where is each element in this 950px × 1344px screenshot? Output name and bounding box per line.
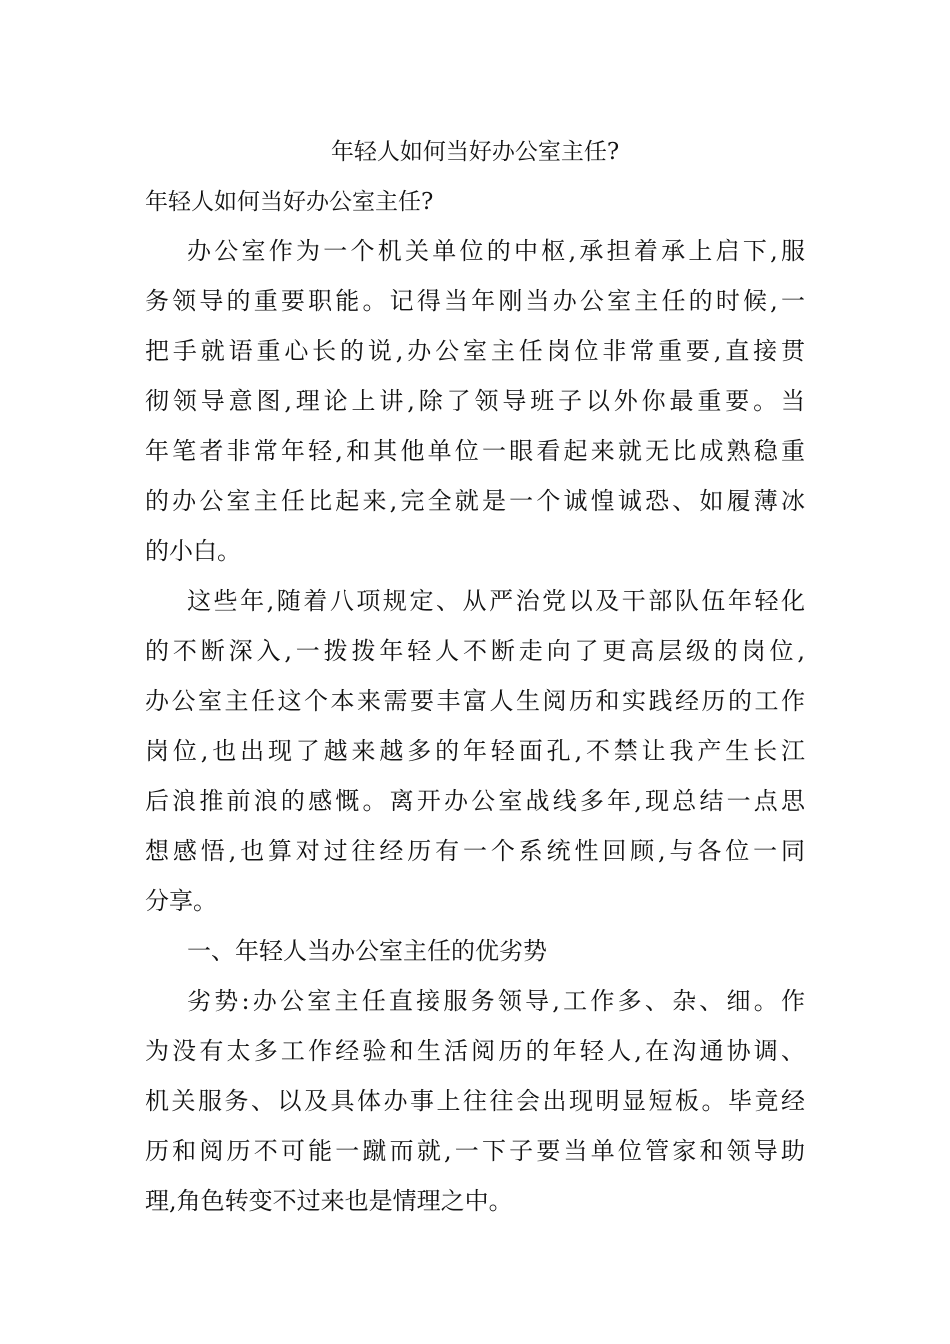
paragraph-line: 理,角色转变不过来也是情理之中。 [145, 1187, 513, 1215]
paragraph-line: 把手就语重心长的说,办公室主任岗位非常重要,直接贯 [145, 337, 805, 365]
section-heading [145, 926, 805, 976]
paragraph-line: 历和阅历不可能一蹴而就,一下子要当单位管家和领导助 [145, 1137, 805, 1165]
paragraph-line: 办公室作为一个机关单位的中枢,承担着承上启下,服 [187, 237, 805, 265]
paragraph-line: 想感悟,也算对过往经历有一个系统性回顾,与各位一同 [145, 837, 805, 865]
paragraph-background [145, 576, 805, 926]
paragraph-line: 年笔者非常年轻,和其他单位一眼看起来就无比成熟稳重 [145, 437, 805, 465]
paragraph-line: 的办公室主任比起来,完全就是一个诚惶诚恐、如履薄冰 [145, 487, 805, 515]
paragraph-line: 彻领导意图,理论上讲,除了领导班子以外你最重要。当 [145, 387, 805, 415]
paragraph-line: 务领导的重要职能。记得当年刚当办公室主任的时候,一 [145, 287, 805, 315]
paragraph-disadvantages [145, 976, 805, 1226]
paragraph-intro [145, 226, 805, 576]
paragraph-line: 这些年,随着八项规定、从严治党以及干部队伍年轻化 [187, 587, 805, 615]
paragraph-line: 的不断深入,一拨拨年轻人不断走向了更高层级的岗位, [145, 637, 805, 665]
paragraph-line: 为没有太多工作经验和生活阅历的年轻人,在沟通协调、 [145, 1037, 805, 1065]
paragraph-line: 岗位,也出现了越来越多的年轻面孔,不禁让我产生长江 [145, 737, 805, 765]
section-heading-text: 一、年轻人当办公室主任的优劣势 [187, 937, 547, 965]
paragraph-line: 劣势:办公室主任直接服务领导,工作多、杂、细。作 [187, 987, 805, 1015]
document-body [145, 226, 805, 1226]
document-title: 年轻人如何当好办公室主任? [330, 139, 620, 165]
paragraph-line: 后浪推前浪的感慨。离开办公室战线多年,现总结一点思 [145, 787, 805, 815]
paragraph-line: 办公室主任这个本来需要丰富人生阅历和实践经历的工作 [145, 687, 805, 715]
paragraph-line: 的小白。 [145, 537, 241, 565]
paragraph-line: 分享。 [145, 887, 217, 915]
document-subtitle: 年轻人如何当好办公室主任? [145, 189, 434, 215]
paragraph-line: 机关服务、以及具体办事上往往会出现明显短板。毕竟经 [145, 1087, 805, 1115]
